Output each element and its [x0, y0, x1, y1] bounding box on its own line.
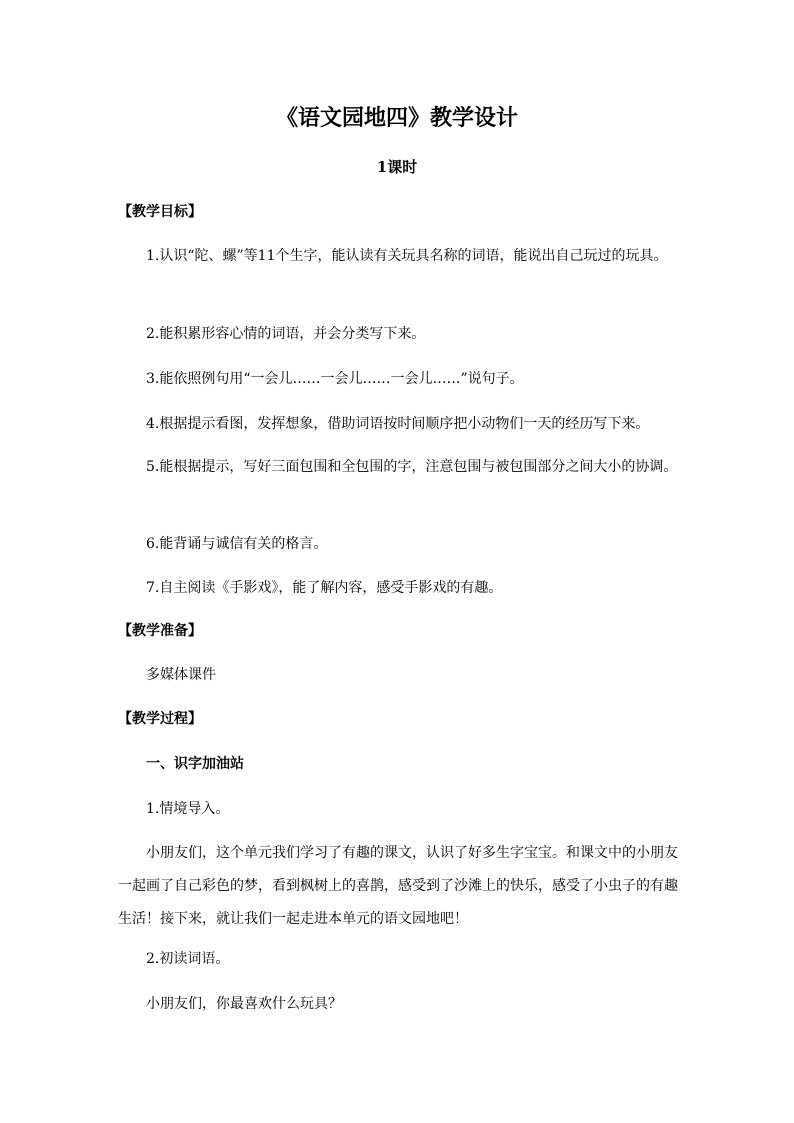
prep-text: 多媒体课件	[146, 667, 216, 683]
process-step2-text: 小朋友们，你最喜欢什么玩具？	[146, 996, 342, 1012]
process-step2: 2.初读词语。	[146, 951, 230, 967]
goal-item-2: 2.能积累形容心情的词语，并会分类写下来。	[146, 326, 426, 342]
goal-item-5: 5.能根据提示，写好三面包围和全包围的字，注意包围与被包围部分之间大小的协调。	[146, 459, 678, 475]
process-step1-text: 小朋友们，这个单元我们学习了有趣的课文，认识了好多生字宝宝。和课文中的小朋友一起画了自己彩色的梦，看到枫树上的喜鹊，感受到了沙滩上的快乐，感受了小虫子的有趣生活！接下来，就让我们一起走进本单元的语文园地吧！	[118, 845, 678, 927]
document-title: 《语文园地四》教学设计	[275, 105, 518, 131]
goal-item-7: 7.自主阅读《手影戏》，能了解内容，感受手影戏的有趣。	[146, 580, 503, 596]
section-heading-prep: 【教学准备】	[118, 623, 202, 639]
goal-item-6: 6.能背诵与诚信有关的格言。	[146, 536, 328, 552]
process-step1: 1.情境导入。	[146, 801, 230, 817]
document-subtitle: 1课时	[376, 158, 418, 176]
section-heading-goals: 【教学目标】	[118, 204, 202, 220]
process-part1-heading: 一、识字加油站	[146, 756, 244, 772]
section-heading-process: 【教学过程】	[118, 711, 202, 727]
goal-item-4: 4.根据提示看图，发挥想象，借助词语按时间顺序把小动物们一天的经历写下来。	[146, 416, 650, 432]
goal-item-3: 3.能依照例句用“一会儿……一会儿……一会儿……”说句子。	[146, 371, 524, 387]
goal-item-1: 1.认识“陀、螺”等11个生字，能认读有关玩具名称的词语，能说出自己玩过的玩具。	[146, 248, 668, 264]
